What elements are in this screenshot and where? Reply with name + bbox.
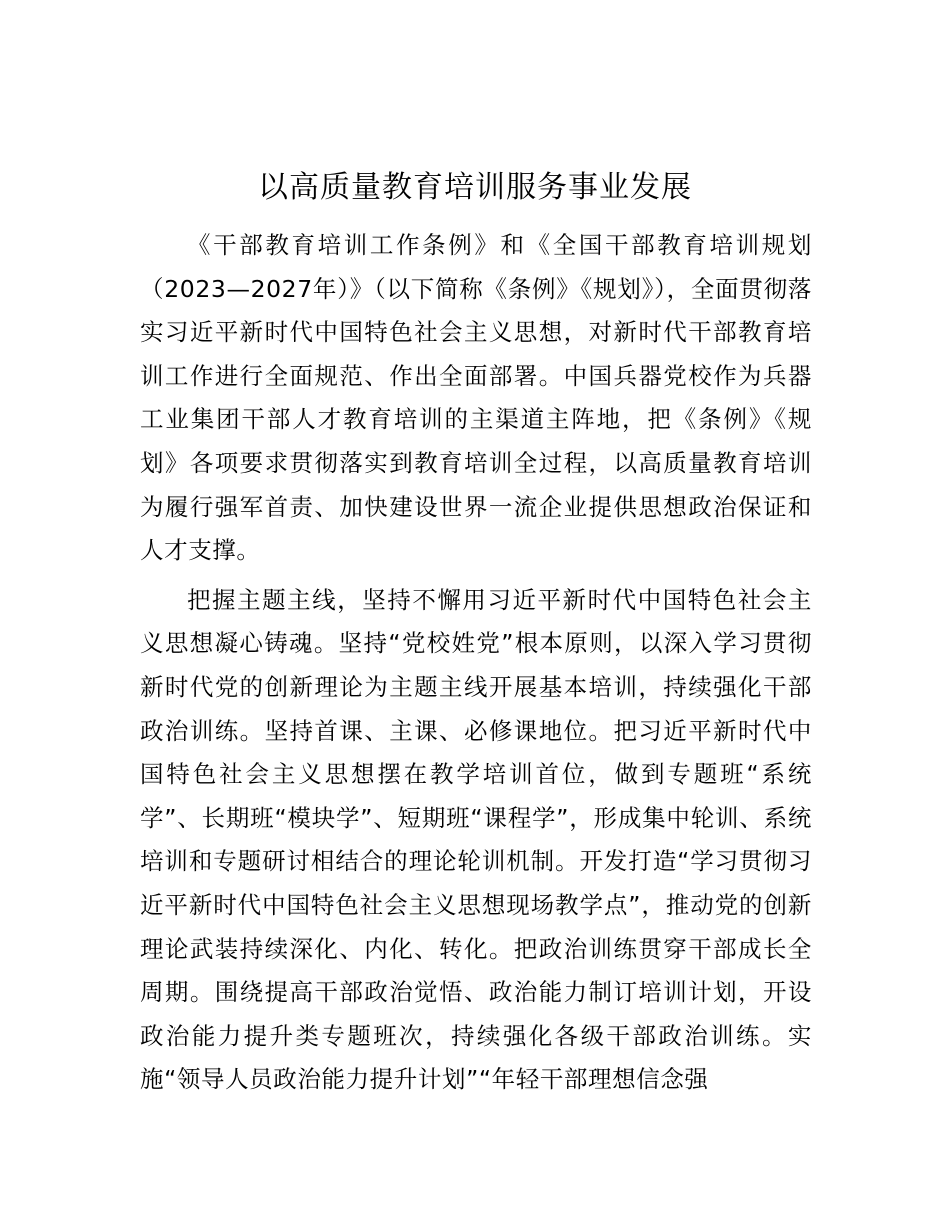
document-body [140, 224, 812, 1102]
paragraph-intro: 《干部教育培训工作条例》和《全国干部教育培训规划（2023—2027年）》（以下简称《条例》《规划》），全面贯彻落实习近平新时代中国特色社会主义思想，对新时代干部教育培训工作进行全面规范、作出全面部署。中国兵器党校作为兵器工业集团干部人才教育培训的主渠道主阵地，把《条例》《规划》各项要求贯彻落实到教育培训全过程，以高质量教育培训为履行强军首责、加快建设世界一流企业提供思想政治保证和人才支撑。 [140, 231, 812, 565]
paragraph-theme: 把握主题主线，坚持不懈用习近平新时代中国特色社会主义思想凝心铸魂。坚持“党校姓党”根本原则，以深入学习贯彻新时代党的创新理论为主题主线开展基本培训，持续强化干部政治训练。坚持首课、主课、必修课地位。把习近平新时代中国特色社会主义思想摆在教学培训首位，做到专题班“系统学”、长期班“模块学”、短期班“课程学”，形成集中轮训、系统培训和专题研讨相结合的理论轮训机制。开发打造“学习贯彻习近平新时代中国特色社会主义思想现场教学点”，推动党的创新理论武装持续深化、内化、转化。把政治训练贯穿干部成长全周期。围绕提高干部政治觉悟、政治能力制订培训计划，开设政治能力提升类专题班次，持续强化各级干部政治训练。实施“领导人员政治能力提升计划”“年轻干部理想信念强 [140, 585, 812, 1094]
document-title: 以高质量教育培训服务事业发展 [258, 170, 692, 205]
